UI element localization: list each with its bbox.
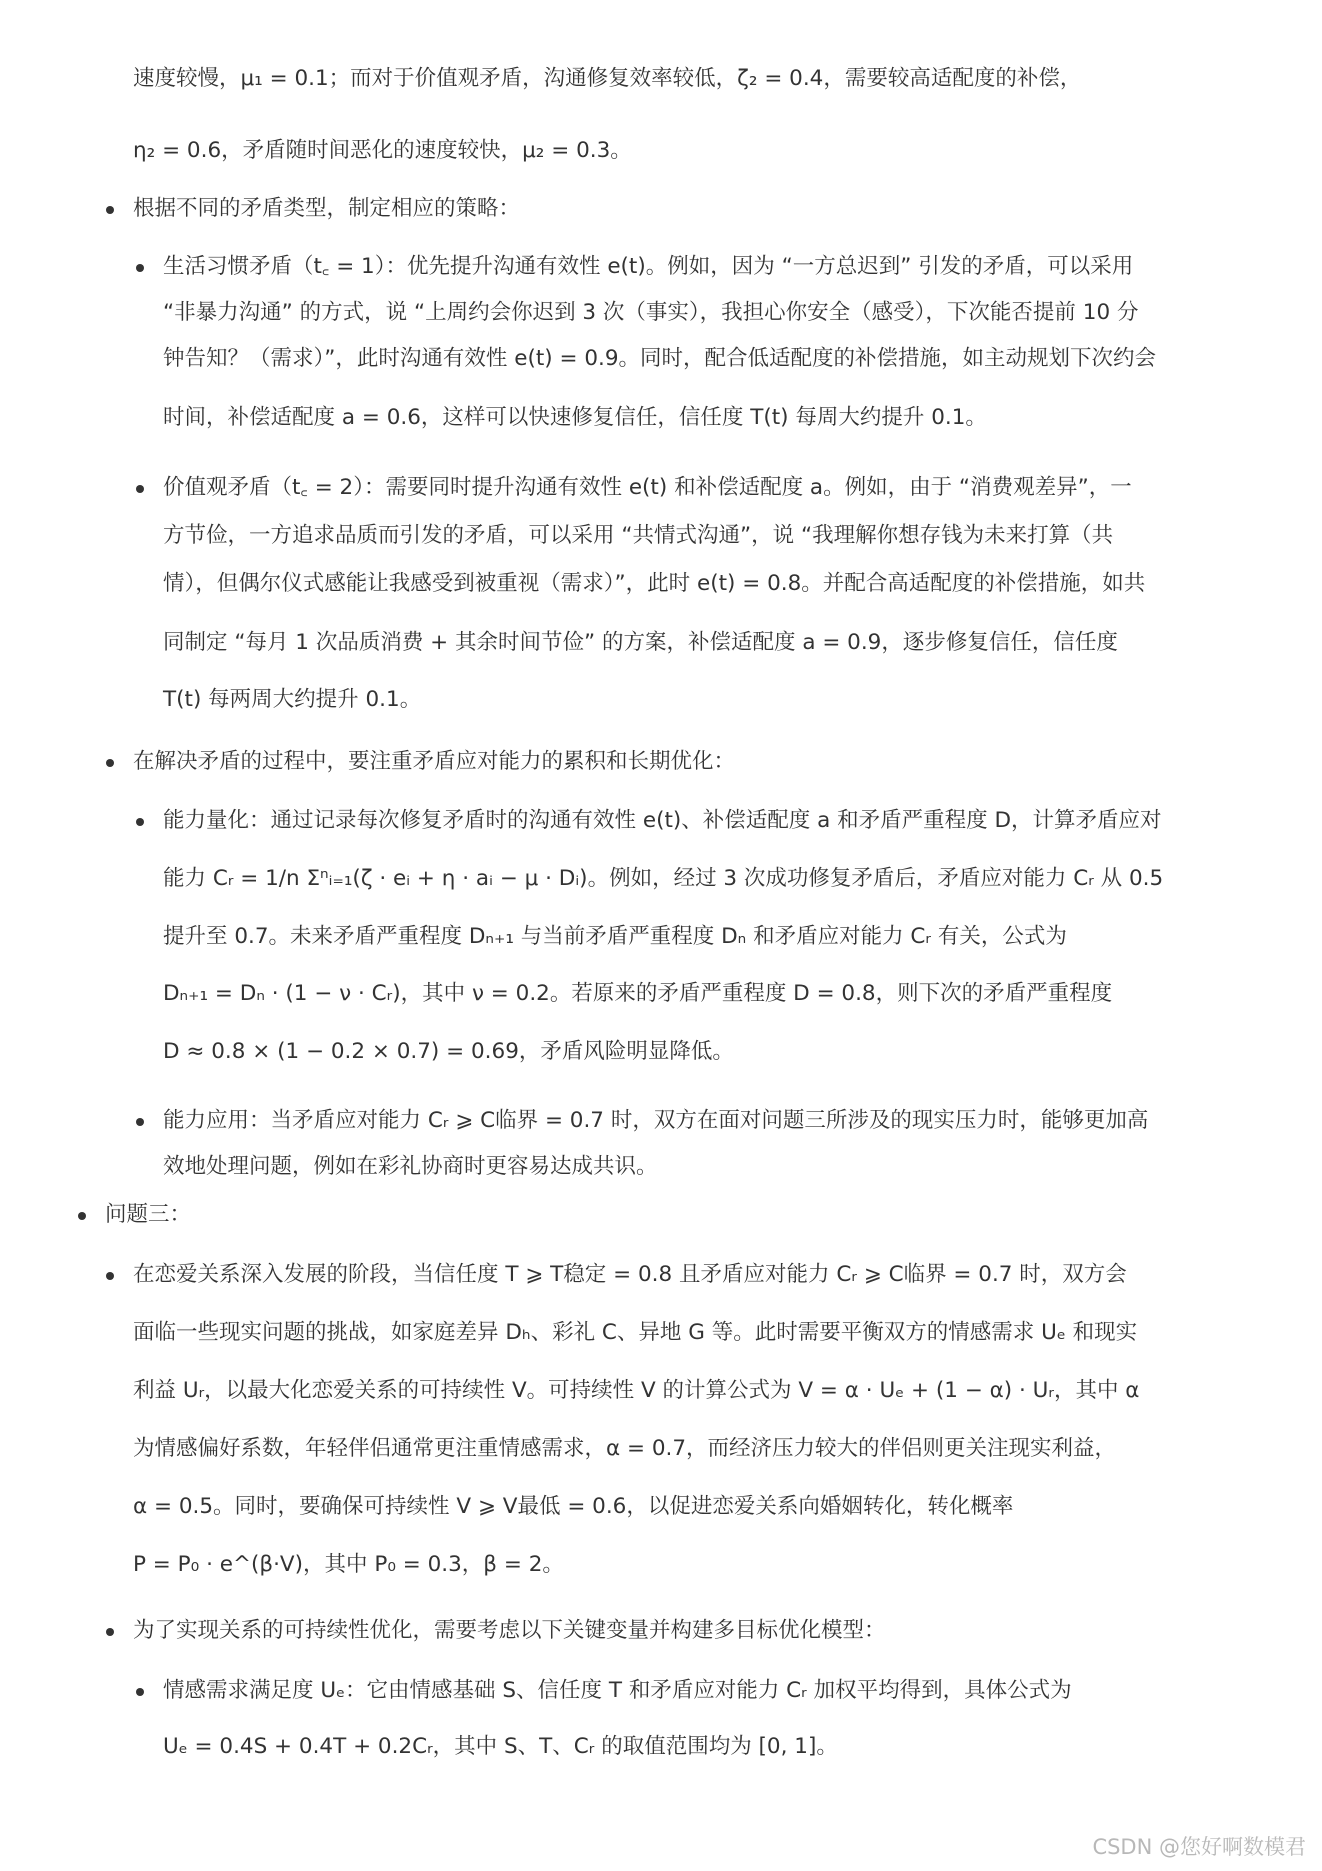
text-line: 效地处理问题，例如在彩礼协商时更容易达成共识。 [163, 1154, 658, 1179]
text-line: T(t) 每两周大约提升 0.1。 [163, 687, 422, 712]
bullet-dot [136, 485, 144, 493]
bullet-text: 情感需求满足度 Uₑ：它由情感基础 S、信任度 T 和矛盾应对能力 Cᵣ 加权平均得到，具体公式为 [163, 1678, 1072, 1703]
bullet-dot [136, 264, 144, 272]
bullet-text: 生活习惯矛盾（t꜀ = 1）：优先提升沟通有效性 e(t)。例如，因为 “一方总迟到” 引发的矛盾，可以采用 [163, 254, 1134, 279]
bullet-dot [106, 206, 114, 214]
text-line: 同制定 “每月 1 次品质消费 + 其余时间节俭” 的方案，补偿适配度 a = 0.9，逐步修复信任，信任度 [163, 630, 1118, 655]
bullet-dot [136, 1118, 144, 1126]
bullet-text: 能力应用：当矛盾应对能力 Cᵣ ⩾ C临界 = 0.7 时，双方在面对问题三所涉及的现实压力时，能够更加高 [163, 1108, 1149, 1133]
text-line: 提升至 0.7。未来矛盾严重程度 Dₙ₊₁ 与当前矛盾严重程度 Dₙ 和矛盾应对能力 Cᵣ 有关，公式为 [163, 924, 1067, 949]
text-line: 利益 Uᵣ，以最大化恋爱关系的可持续性 V。可持续性 V 的计算公式为 V = α · Uₑ + (1 − α) · Uᵣ，其中 α [133, 1378, 1140, 1403]
bullet-dot [136, 818, 144, 826]
bullet-text: 为了实现关系的可持续性优化，需要考虑以下关键变量并构建多目标优化模型： [133, 1618, 886, 1643]
bullet-text: 根据不同的矛盾类型，制定相应的策略： [133, 196, 521, 221]
bullet-text: 在恋爱关系深入发展的阶段，当信任度 T ⩾ T稳定 = 0.8 且矛盾应对能力 Cᵣ ⩾ C临界 = 0.7 时，双方会 [133, 1262, 1127, 1287]
bullet-dot [106, 1272, 114, 1280]
text-line: “非暴力沟通” 的方式，说 “上周约会你迟到 3 次（事实），我担心你安全（感受），下次能否提前 10 分 [163, 300, 1139, 325]
bullet-text: 能力量化：通过记录每次修复矛盾时的沟通有效性 e(t)、补偿适配度 a 和矛盾严重程度 D，计算矛盾应对 [163, 808, 1162, 833]
text-line: D ≈ 0.8 × (1 − 0.2 × 0.7) = 0.69，矛盾风险明显降低。 [163, 1039, 734, 1064]
bullet-text: 价值观矛盾（t꜀ = 2）：需要同时提升沟通有效性 e(t) 和补偿适配度 a。例如，由于 “消费观差异”，一 [163, 475, 1132, 500]
text-line: P = P₀ · e^(β·V)，其中 P₀ = 0.3，β = 2。 [133, 1552, 564, 1577]
text-line: 情），但偶尔仪式感能让我感受到被重视（需求）”，此时 e(t) = 0.8。并配合高适配度的补偿措施，如共 [163, 571, 1146, 596]
text-line: α = 0.5。同时，要确保可持续性 V ⩾ V最低 = 0.6，以促进恋爱关系向婚姻转化，转化概率 [133, 1494, 1014, 1519]
bullet-dot [136, 1688, 144, 1696]
text-line: Uₑ = 0.4S + 0.4T + 0.2Cᵣ，其中 S、T、Cᵣ 的取值范围均为 [0, 1]。 [163, 1734, 838, 1759]
bullet-text: 在解决矛盾的过程中，要注重矛盾应对能力的累积和长期优化： [133, 749, 736, 774]
bullet-dot [78, 1212, 86, 1220]
text-line: 为情感偏好系数，年轻伴侣通常更注重情感需求，α = 0.7，而经济压力较大的伴侣则更关注现实利益， [133, 1436, 1117, 1461]
text-line: 方节俭，一方追求品质而引发的矛盾，可以采用 “共情式沟通”，说 “我理解你想存钱为未来打算（共 [163, 523, 1114, 548]
text-line: 时间，补偿适配度 a = 0.6，这样可以快速修复信任，信任度 T(t) 每周大约提升 0.1。 [163, 405, 987, 430]
text-line: 能力 Cᵣ = 1/n Σⁿᵢ₌₁(ζ · eᵢ + η · aᵢ − μ · Dᵢ)。例如，经过 3 次成功修复矛盾后，矛盾应对能力 Cᵣ 从 0.5 [163, 866, 1164, 891]
text-line: Dₙ₊₁ = Dₙ · (1 − ν · Cᵣ)，其中 ν = 0.2。若原来的矛盾严重程度 D = 0.8，则下次的矛盾严重程度 [163, 981, 1113, 1006]
text-line: 面临一些现实问题的挑战，如家庭差异 Dₕ、彩礼 C、异地 G 等。此时需要平衡双方的情感需求 Uₑ 和现实 [133, 1320, 1138, 1345]
bullet-dot [106, 1628, 114, 1636]
text-line: 钟告知？（需求）”，此时沟通有效性 e(t) = 0.9。同时，配合低适配度的补偿措施，如主动规划下次约会 [163, 346, 1157, 371]
watermark: CSDN @您好啊数模君 [1092, 1835, 1306, 1859]
section-heading: 问题三： [105, 1202, 192, 1227]
text-line: 速度较慢，μ₁ = 0.1；而对于价值观矛盾，沟通修复效率较低，ζ₂ = 0.4，需要较高适配度的补偿， [133, 66, 1082, 91]
text-line: η₂ = 0.6，矛盾随时间恶化的速度较快，μ₂ = 0.3。 [133, 138, 632, 163]
bullet-dot [106, 759, 114, 767]
